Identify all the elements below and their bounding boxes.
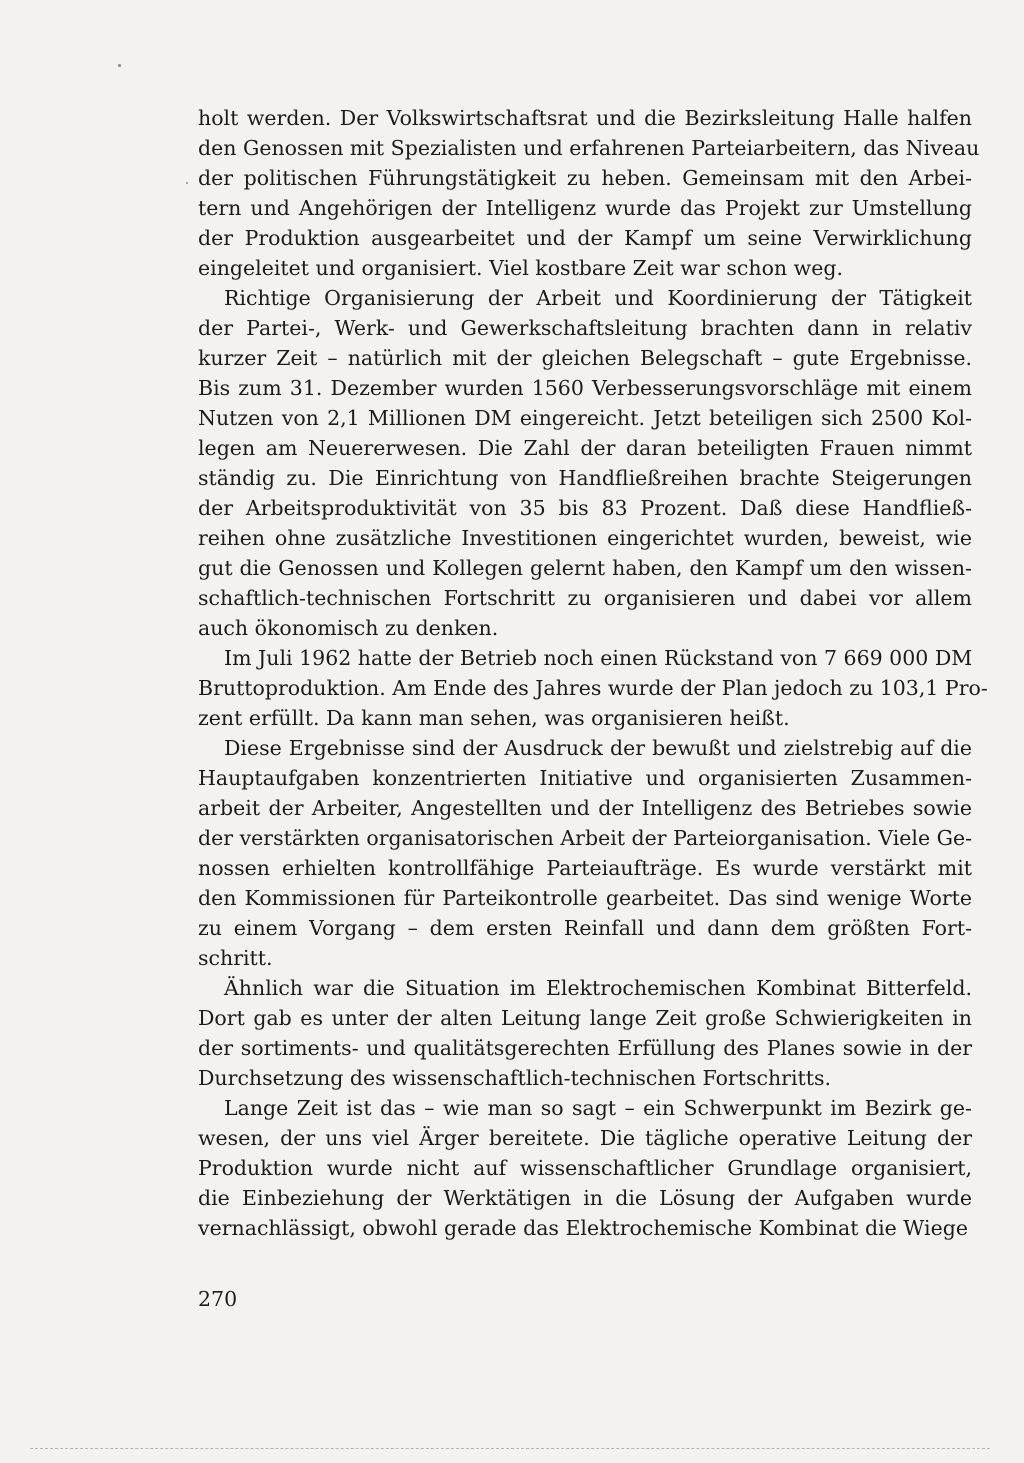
text-line: der Produktion ausgearbeitet und der Kampf um seine Verwirklichung xyxy=(198,226,972,250)
text-line: Ähnlich war die Situation im Elektrochemischen Kombinat Bitterfeld. xyxy=(224,976,972,1000)
text-line: der sortiments- und qualitätsgerechten Erfüllung des Planes sowie in der xyxy=(198,1036,972,1060)
text-line: schritt. xyxy=(198,946,273,970)
text-line: den Genossen mit Spezialisten und erfahrenen Parteiarbeitern, das Niveau xyxy=(198,136,980,160)
paragraph xyxy=(198,733,972,973)
paragraph xyxy=(198,643,988,733)
text-line: Nutzen von 2,1 Millionen DM eingereicht. Jetzt beteiligen sich 2500 Kol- xyxy=(198,406,972,430)
text-line: zu einem Vorgang – dem ersten Reinfall und dann dem größten Fort- xyxy=(198,916,972,940)
scan-speck xyxy=(186,182,188,184)
text-line: eingeleitet und organisiert. Viel kostbare Zeit war schon weg. xyxy=(198,256,843,280)
text-line: der verstärkten organisatorischen Arbeit der Parteiorganisation. Viele Ge- xyxy=(198,826,973,850)
text-line: legen am Neuererwesen. Die Zahl der daran beteiligten Frauen nimmt xyxy=(198,436,972,460)
text-line: schaftlich-technischen Fortschritt zu organisieren und dabei vor allem xyxy=(198,586,972,610)
text-line: nossen erhielten kontrollfähige Parteiaufträge. Es wurde verstärkt mit xyxy=(198,856,972,880)
paragraph xyxy=(198,103,980,283)
paragraph xyxy=(198,283,972,643)
text-line: Richtige Organisierung der Arbeit und Koordinierung der Tätigkeit xyxy=(224,286,972,310)
text-line: ständig zu. Die Einrichtung von Handfließreihen brachte Steigerungen xyxy=(198,466,972,490)
scan-speck xyxy=(118,64,121,67)
text-line: der Arbeitsproduktivität von 35 bis 83 Prozent. Daß diese Handfließ- xyxy=(198,496,972,520)
text-line: Diese Ergebnisse sind der Ausdruck der bewußt und zielstrebig auf die xyxy=(224,736,972,760)
page-number: 270 xyxy=(198,1287,238,1311)
text-line: Durchsetzung des wissenschaftlich-technischen Fortschritts. xyxy=(198,1066,832,1090)
text-line: Im Juli 1962 hatte der Betrieb noch einen Rückstand von 7 669 000 DM xyxy=(224,646,973,670)
body-text xyxy=(198,103,988,1243)
text-line: reihen ohne zusätzliche Investitionen eingerichtet wurden, beweist, wie xyxy=(198,526,972,550)
text-line: Produktion wurde nicht auf wissenschaftlicher Grundlage organisiert, xyxy=(198,1156,972,1180)
text-line: Lange Zeit ist das – wie man so sagt – ein Schwerpunkt im Bezirk ge- xyxy=(224,1096,972,1120)
paragraph xyxy=(198,1093,972,1243)
text-line: arbeit der Arbeiter, Angestellten und der Intelligenz des Betriebes sowie xyxy=(198,796,972,820)
text-line: auch ökonomisch zu denken. xyxy=(198,616,499,640)
text-line: zent erfüllt. Da kann man sehen, was organisieren heißt. xyxy=(198,706,790,730)
text-line: holt werden. Der Volkswirtschaftsrat und die Bezirksleitung Halle halfen xyxy=(198,106,972,130)
paragraph xyxy=(198,973,972,1093)
text-line: der Partei-, Werk- und Gewerkschaftsleitung brachten dann in relativ xyxy=(198,316,972,340)
text-line: tern und Angehörigen der Intelligenz wurde das Projekt zur Umstellung xyxy=(198,196,972,220)
text-line: Bruttoproduktion. Am Ende des Jahres wurde der Plan jedoch zu 103,1 Pro- xyxy=(198,676,988,700)
text-line: kurzer Zeit – natürlich mit der gleichen Belegschaft – gute Ergebnisse. xyxy=(198,346,972,370)
text-line: Bis zum 31. Dezember wurden 1560 Verbesserungsvorschläge mit einem xyxy=(198,376,972,400)
text-line: der politischen Führungstätigkeit zu heben. Gemeinsam mit den Arbei- xyxy=(198,166,972,190)
text-line: Hauptaufgaben konzentrierten Initiative und organisierten Zusammen- xyxy=(198,766,972,790)
text-line: vernachlässigt, obwohl gerade das Elektrochemische Kombinat die Wiege xyxy=(198,1216,968,1240)
text-line: wesen, der uns viel Ärger bereitete. Die tägliche operative Leitung der xyxy=(198,1126,972,1150)
scan-edge xyxy=(30,1448,990,1450)
text-line: gut die Genossen und Kollegen gelernt haben, den Kampf um den wissen- xyxy=(198,556,972,580)
text-line: Dort gab es unter der alten Leitung lange Zeit große Schwierigkeiten in xyxy=(198,1006,972,1030)
text-line: den Kommissionen für Parteikontrolle gearbeitet. Das sind wenige Worte xyxy=(198,886,972,910)
text-line: die Einbeziehung der Werktätigen in die Lösung der Aufgaben wurde xyxy=(198,1186,972,1210)
